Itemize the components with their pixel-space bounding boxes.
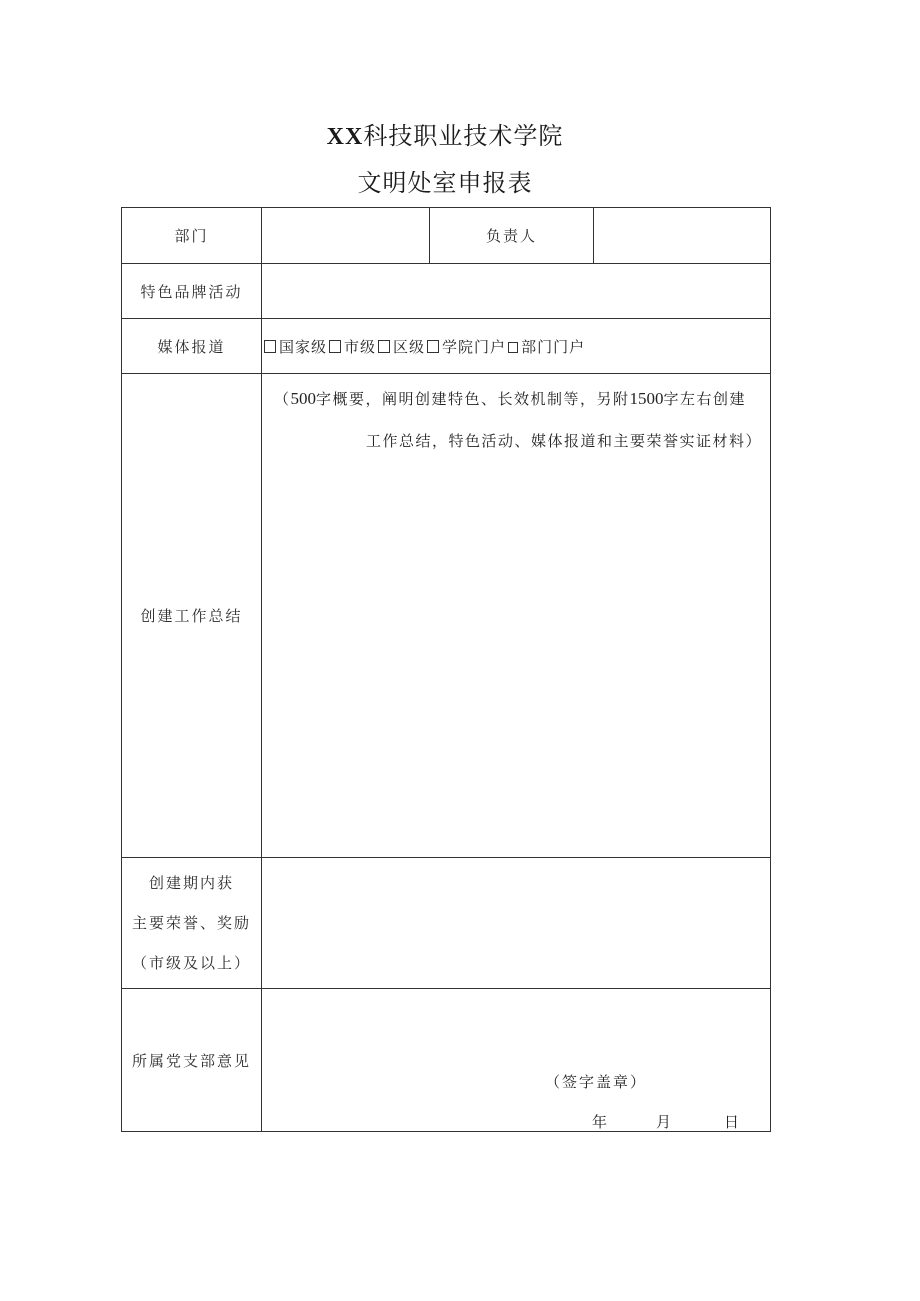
school-name: 科技职业技术学院 xyxy=(363,122,564,150)
department-row xyxy=(122,208,771,264)
summary-label: 创建工作总结 xyxy=(122,374,262,858)
summary-hint-text: 字左右创建 xyxy=(663,390,747,408)
leader-label: 负责人 xyxy=(430,208,594,264)
honors-label-line: （市级及以上） xyxy=(131,954,251,972)
department-field[interactable] xyxy=(262,208,430,264)
form-title: 文明处室申报表 xyxy=(357,169,533,197)
date-month: 月 xyxy=(656,1113,674,1131)
media-options xyxy=(262,319,771,374)
date-year: 年 xyxy=(592,1113,610,1131)
media-option-label: 部门门户 xyxy=(521,337,586,356)
activity-label: 特色品牌活动 xyxy=(122,264,262,319)
media-option-label: 市级 xyxy=(344,337,377,356)
signature-label: （签字盖章） xyxy=(545,1073,648,1091)
opinion-label: 所属党支部意见 xyxy=(122,989,262,1132)
activity-field[interactable] xyxy=(262,264,771,319)
summary-row xyxy=(122,374,771,858)
page-title xyxy=(0,116,890,151)
summary-hint-number: 1500 xyxy=(629,389,664,408)
media-label: 媒体报道 xyxy=(122,319,262,374)
summary-hint-number: 500 xyxy=(290,389,317,408)
media-option-district[interactable] xyxy=(378,338,425,356)
school-prefix: XX xyxy=(326,124,364,150)
opinion-row xyxy=(122,989,771,1132)
media-option-college-portal[interactable] xyxy=(427,338,506,356)
checkbox-icon[interactable] xyxy=(508,342,518,353)
media-option-label: 国家级 xyxy=(279,337,328,356)
checkbox-icon[interactable] xyxy=(264,340,276,353)
media-option-department-portal[interactable] xyxy=(508,338,585,356)
honors-row xyxy=(122,858,771,989)
honors-label xyxy=(122,858,262,989)
checkbox-icon[interactable] xyxy=(378,340,390,353)
honors-label-line: 主要荣誉、奖励 xyxy=(131,914,251,932)
summary-field[interactable] xyxy=(262,374,771,858)
date-day: 日 xyxy=(724,1113,742,1131)
media-option-city[interactable] xyxy=(329,338,376,356)
department-label: 部门 xyxy=(122,208,262,264)
honors-label-line: 创建期内获 xyxy=(148,874,234,892)
honors-field[interactable] xyxy=(262,858,771,989)
summary-hint-text: 字概要，阐明创建特色、长效机制等，另附 xyxy=(316,390,630,408)
opinion-field[interactable] xyxy=(262,989,771,1132)
summary-hint-line-2: 工作总结，特色活动、媒体报道和主要荣誉实证材料） xyxy=(365,432,762,450)
checkbox-icon[interactable] xyxy=(329,340,341,353)
activity-row xyxy=(122,264,771,319)
summary-hint-open: （ xyxy=(274,390,291,408)
summary-hint-line-1 xyxy=(274,388,770,409)
application-form xyxy=(121,207,771,1132)
media-option-label: 学院门户 xyxy=(442,337,507,356)
media-option-national[interactable] xyxy=(264,338,327,356)
checkbox-icon[interactable] xyxy=(427,340,439,353)
leader-field[interactable] xyxy=(594,208,771,264)
media-option-label: 区级 xyxy=(393,337,426,356)
media-row xyxy=(122,319,771,374)
